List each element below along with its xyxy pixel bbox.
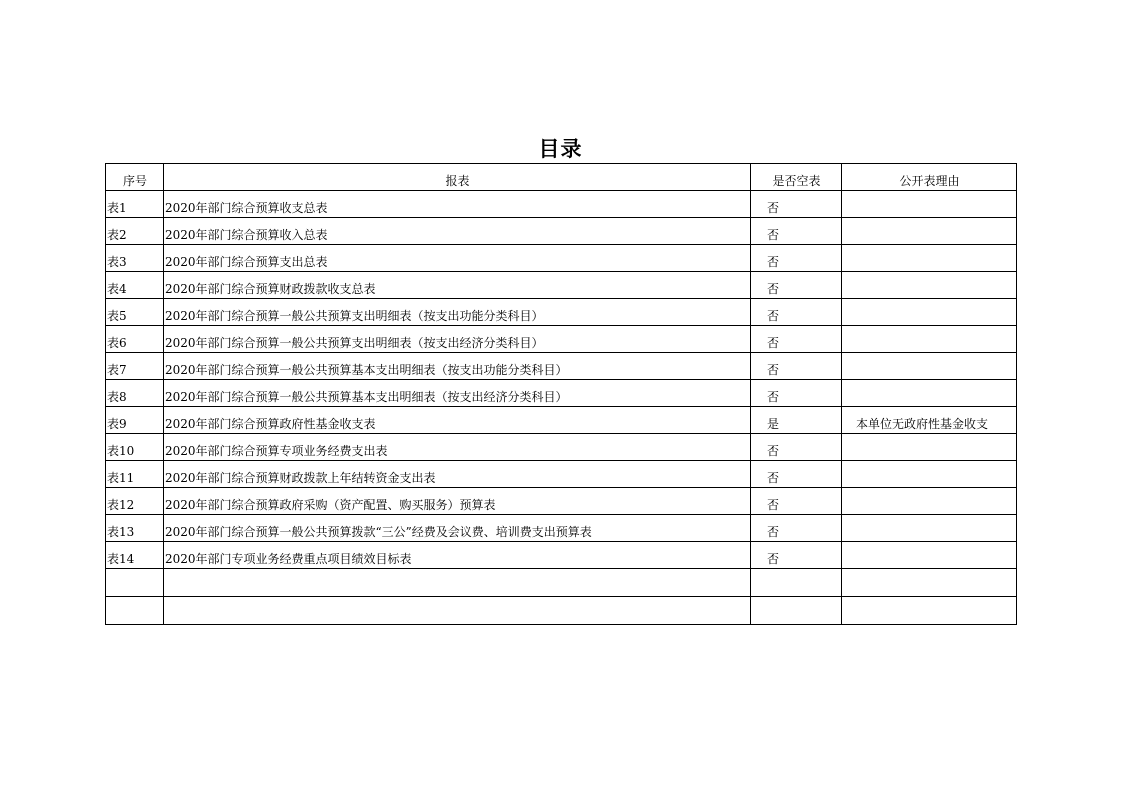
cell-reason	[842, 434, 1017, 461]
table-row	[106, 218, 1017, 245]
cell-report: 2020年部门综合预算一般公共预算支出明细表（按支出功能分类科目）	[164, 299, 751, 326]
cell-seq: 表8	[106, 380, 164, 407]
cell-reason	[842, 461, 1017, 488]
table-header-row	[106, 164, 1017, 191]
empty-row	[106, 597, 1017, 625]
cell-report: 2020年部门专项业务经费重点项目绩效目标表	[164, 542, 751, 569]
cell-blank: 否	[751, 299, 842, 326]
cell-seq: 表5	[106, 299, 164, 326]
cell-seq: 表3	[106, 245, 164, 272]
table-row	[106, 272, 1017, 299]
cell-seq: 表1	[106, 191, 164, 218]
cell-reason	[842, 191, 1017, 218]
cell-blank: 否	[751, 515, 842, 542]
cell-report: 2020年部门综合预算财政拨款收支总表	[164, 272, 751, 299]
table-row	[106, 353, 1017, 380]
table-row	[106, 407, 1017, 434]
cell-reason	[842, 218, 1017, 245]
cell-blank: 否	[751, 434, 842, 461]
cell-seq: 表4	[106, 272, 164, 299]
cell-blank: 否	[751, 461, 842, 488]
cell-blank: 否	[751, 245, 842, 272]
cell-reason	[842, 353, 1017, 380]
cell-report: 2020年部门综合预算政府性基金收支表	[164, 407, 751, 434]
cell-reason	[842, 515, 1017, 542]
header-report: 报表	[164, 164, 751, 191]
directory-table	[105, 163, 1017, 625]
table-row	[106, 488, 1017, 515]
cell-report: 2020年部门综合预算一般公共预算基本支出明细表（按支出经济分类科目）	[164, 380, 751, 407]
cell-blank: 否	[751, 191, 842, 218]
cell-report: 2020年部门综合预算财政拨款上年结转资金支出表	[164, 461, 751, 488]
table-row	[106, 326, 1017, 353]
cell-reason	[842, 245, 1017, 272]
cell-seq: 表11	[106, 461, 164, 488]
header-blank: 是否空表	[751, 164, 842, 191]
cell-blank: 否	[751, 326, 842, 353]
table-cell	[751, 597, 842, 625]
table-cell	[164, 597, 751, 625]
table-row	[106, 542, 1017, 569]
header-seq: 序号	[106, 164, 164, 191]
table-row	[106, 245, 1017, 272]
table-row	[106, 461, 1017, 488]
table-row	[106, 191, 1017, 218]
cell-reason	[842, 488, 1017, 515]
table-cell	[106, 597, 164, 625]
cell-blank: 否	[751, 272, 842, 299]
cell-report: 2020年部门综合预算政府采购（资产配置、购买服务）预算表	[164, 488, 751, 515]
cell-report: 2020年部门综合预算收入总表	[164, 218, 751, 245]
cell-seq: 表13	[106, 515, 164, 542]
cell-reason	[842, 299, 1017, 326]
cell-blank: 否	[751, 218, 842, 245]
cell-blank: 否	[751, 353, 842, 380]
cell-blank: 是	[751, 407, 842, 434]
table-cell	[842, 569, 1017, 597]
cell-seq: 表12	[106, 488, 164, 515]
cell-reason	[842, 326, 1017, 353]
cell-reason: 本单位无政府性基金收支	[842, 407, 1017, 434]
cell-seq: 表10	[106, 434, 164, 461]
table-cell	[751, 569, 842, 597]
cell-reason	[842, 380, 1017, 407]
cell-report: 2020年部门综合预算一般公共预算支出明细表（按支出经济分类科目）	[164, 326, 751, 353]
cell-report: 2020年部门综合预算支出总表	[164, 245, 751, 272]
empty-row	[106, 569, 1017, 597]
cell-seq: 表2	[106, 218, 164, 245]
cell-reason	[842, 542, 1017, 569]
page-title: 目录	[538, 137, 583, 161]
cell-seq: 表6	[106, 326, 164, 353]
table-row	[106, 434, 1017, 461]
cell-seq: 表14	[106, 542, 164, 569]
table-row	[106, 515, 1017, 542]
cell-report: 2020年部门综合预算收支总表	[164, 191, 751, 218]
cell-reason	[842, 272, 1017, 299]
table-cell	[842, 597, 1017, 625]
table-row	[106, 380, 1017, 407]
cell-seq: 表7	[106, 353, 164, 380]
table-cell	[106, 569, 164, 597]
header-reason: 公开表理由	[842, 164, 1017, 191]
cell-blank: 否	[751, 488, 842, 515]
table-cell	[164, 569, 751, 597]
cell-blank: 否	[751, 542, 842, 569]
table-body	[106, 191, 1017, 625]
cell-report: 2020年部门综合预算一般公共预算拨款“三公”经费及会议费、培训费支出预算表	[164, 515, 751, 542]
cell-report: 2020年部门综合预算专项业务经费支出表	[164, 434, 751, 461]
cell-report: 2020年部门综合预算一般公共预算基本支出明细表（按支出功能分类科目）	[164, 353, 751, 380]
cell-blank: 否	[751, 380, 842, 407]
table-row	[106, 299, 1017, 326]
cell-seq: 表9	[106, 407, 164, 434]
